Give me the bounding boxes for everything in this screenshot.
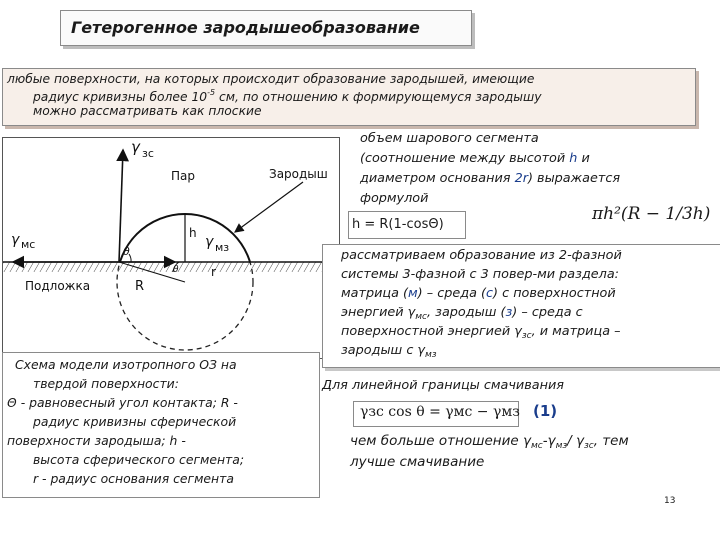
system-sub-mz: мз bbox=[425, 350, 437, 360]
wetting-sub-ms: мс bbox=[530, 441, 543, 451]
volume-line-3-b: ) выражается bbox=[527, 171, 621, 186]
volume-line-1: объем шарового сегмента bbox=[360, 131, 539, 146]
intro-line-2-a: радиус кривизны более 10 bbox=[33, 90, 208, 104]
label-gamma-zs: γ bbox=[131, 138, 140, 156]
height-formula-box bbox=[348, 211, 466, 239]
system-line-3 bbox=[341, 286, 616, 301]
wetting-line-2: лучше смачивание bbox=[350, 454, 485, 470]
system-sub-zs: зс bbox=[521, 331, 532, 341]
diagram-svg bbox=[3, 138, 339, 358]
intro-line-3: можно рассматривать как плоские bbox=[33, 104, 262, 118]
system-line-5 bbox=[341, 324, 621, 341]
label-R: R bbox=[135, 279, 145, 294]
volume-line-3-a: диаметром основания bbox=[360, 171, 515, 186]
label-theta: θ bbox=[123, 245, 130, 258]
caption-line-4: радиус кривизны сферической bbox=[33, 414, 237, 429]
system-c: с bbox=[485, 286, 494, 301]
system-z: з bbox=[505, 305, 513, 320]
intro-exponent: -5 bbox=[207, 88, 216, 97]
height-formula: h = R(1-cosΘ) bbox=[352, 217, 444, 232]
caption-line-7: r - радиус основания сегмента bbox=[33, 471, 234, 486]
system-m: м bbox=[408, 286, 418, 301]
label-substrate: Подложка bbox=[25, 279, 91, 293]
wetting-sub-mz: мз bbox=[555, 441, 568, 451]
system-line-3-a: матрица ( bbox=[341, 286, 409, 301]
title-box bbox=[60, 10, 472, 46]
label-nucleus: Зародыш bbox=[269, 167, 328, 181]
wetting-line-1-c: / γ bbox=[567, 433, 584, 449]
wetting-line-1-a: чем больше отношение γ bbox=[350, 433, 531, 449]
label-r: r bbox=[211, 265, 216, 279]
volume-2r: 2r bbox=[514, 171, 528, 186]
label-gamma-mz: γ bbox=[205, 234, 214, 250]
caption-line-1: Схема модели изотропного ОЗ на bbox=[15, 357, 237, 372]
wetting-line-1 bbox=[350, 433, 629, 451]
label-gamma-ms: γ bbox=[11, 232, 20, 248]
label-sub-ms: мс bbox=[21, 238, 36, 251]
system-line-3-b: ) – среда ( bbox=[417, 286, 486, 301]
nucleus-pointer bbox=[235, 182, 303, 232]
equation-number: (1) bbox=[533, 402, 558, 420]
intro-line-2 bbox=[33, 88, 541, 104]
label-theta-center: θ bbox=[173, 265, 179, 275]
volume-line-2-b: и bbox=[577, 151, 590, 166]
label-h: h bbox=[189, 226, 197, 240]
system-sub-ms: мс bbox=[415, 312, 428, 322]
system-line-5-a: поверхностной энергией γ bbox=[341, 324, 522, 339]
system-line-6-a: зародыш с γ bbox=[341, 343, 426, 358]
volume-line-3 bbox=[360, 171, 620, 186]
system-line-5-b: , и матрица – bbox=[531, 324, 621, 339]
system-line-6 bbox=[341, 343, 437, 360]
system-box bbox=[322, 244, 720, 368]
volume-line-2 bbox=[360, 151, 590, 166]
wetting-heading: Для линейной границы смачивания bbox=[322, 378, 565, 393]
intro-box bbox=[2, 68, 696, 126]
young-equation: γзс cos θ = γмс − γмз bbox=[360, 404, 520, 420]
system-line-4-b: , зародыш ( bbox=[427, 305, 506, 320]
intro-line-1: любые поверхности, на которых происходит образование зародышей, имеющие bbox=[7, 72, 535, 86]
diagram-caption bbox=[2, 352, 320, 498]
nucleus-diagram bbox=[2, 137, 340, 359]
volume-h: h bbox=[569, 151, 578, 166]
volume-line-2-a: (соотношение между высотой bbox=[360, 151, 570, 166]
label-vapor: Пар bbox=[171, 169, 195, 183]
volume-formula: πh²(R − 1/3h) bbox=[592, 204, 711, 224]
system-line-4 bbox=[341, 305, 583, 322]
caption-line-3: Θ - равновесный угол контакта; R - bbox=[7, 395, 238, 410]
wetting-sub-zs: зс bbox=[583, 441, 594, 451]
wetting-line-1-b: -γ bbox=[542, 433, 556, 449]
page-title: Гетерогенное зародышеобразование bbox=[71, 18, 420, 37]
intro-line-2-b: см, по отношению к формирующемуся зародышу bbox=[215, 90, 542, 104]
caption-line-5: поверхности зародыша; h - bbox=[7, 433, 186, 448]
system-line-2: системы 3-фазной с 3 повер-ми раздела: bbox=[341, 267, 619, 282]
system-line-4-a: энергией γ bbox=[341, 305, 416, 320]
system-line-4-c: ) – среда с bbox=[512, 305, 583, 320]
system-line-3-d: ) с поверхностной bbox=[493, 286, 616, 301]
volume-line-4: формулой bbox=[360, 191, 429, 206]
caption-line-2: твердой поверхности: bbox=[33, 376, 179, 391]
caption-line-6: высота сферического сегмента; bbox=[33, 452, 245, 467]
wetting-line-1-d: , тем bbox=[593, 433, 629, 449]
page-number: 13 bbox=[664, 496, 676, 506]
label-sub-mz: мз bbox=[215, 241, 230, 254]
label-sub-zs: зс bbox=[142, 147, 154, 160]
system-line-1: рассматриваем образование из 2-фазной bbox=[341, 248, 622, 263]
substrate-hatching bbox=[3, 262, 339, 272]
